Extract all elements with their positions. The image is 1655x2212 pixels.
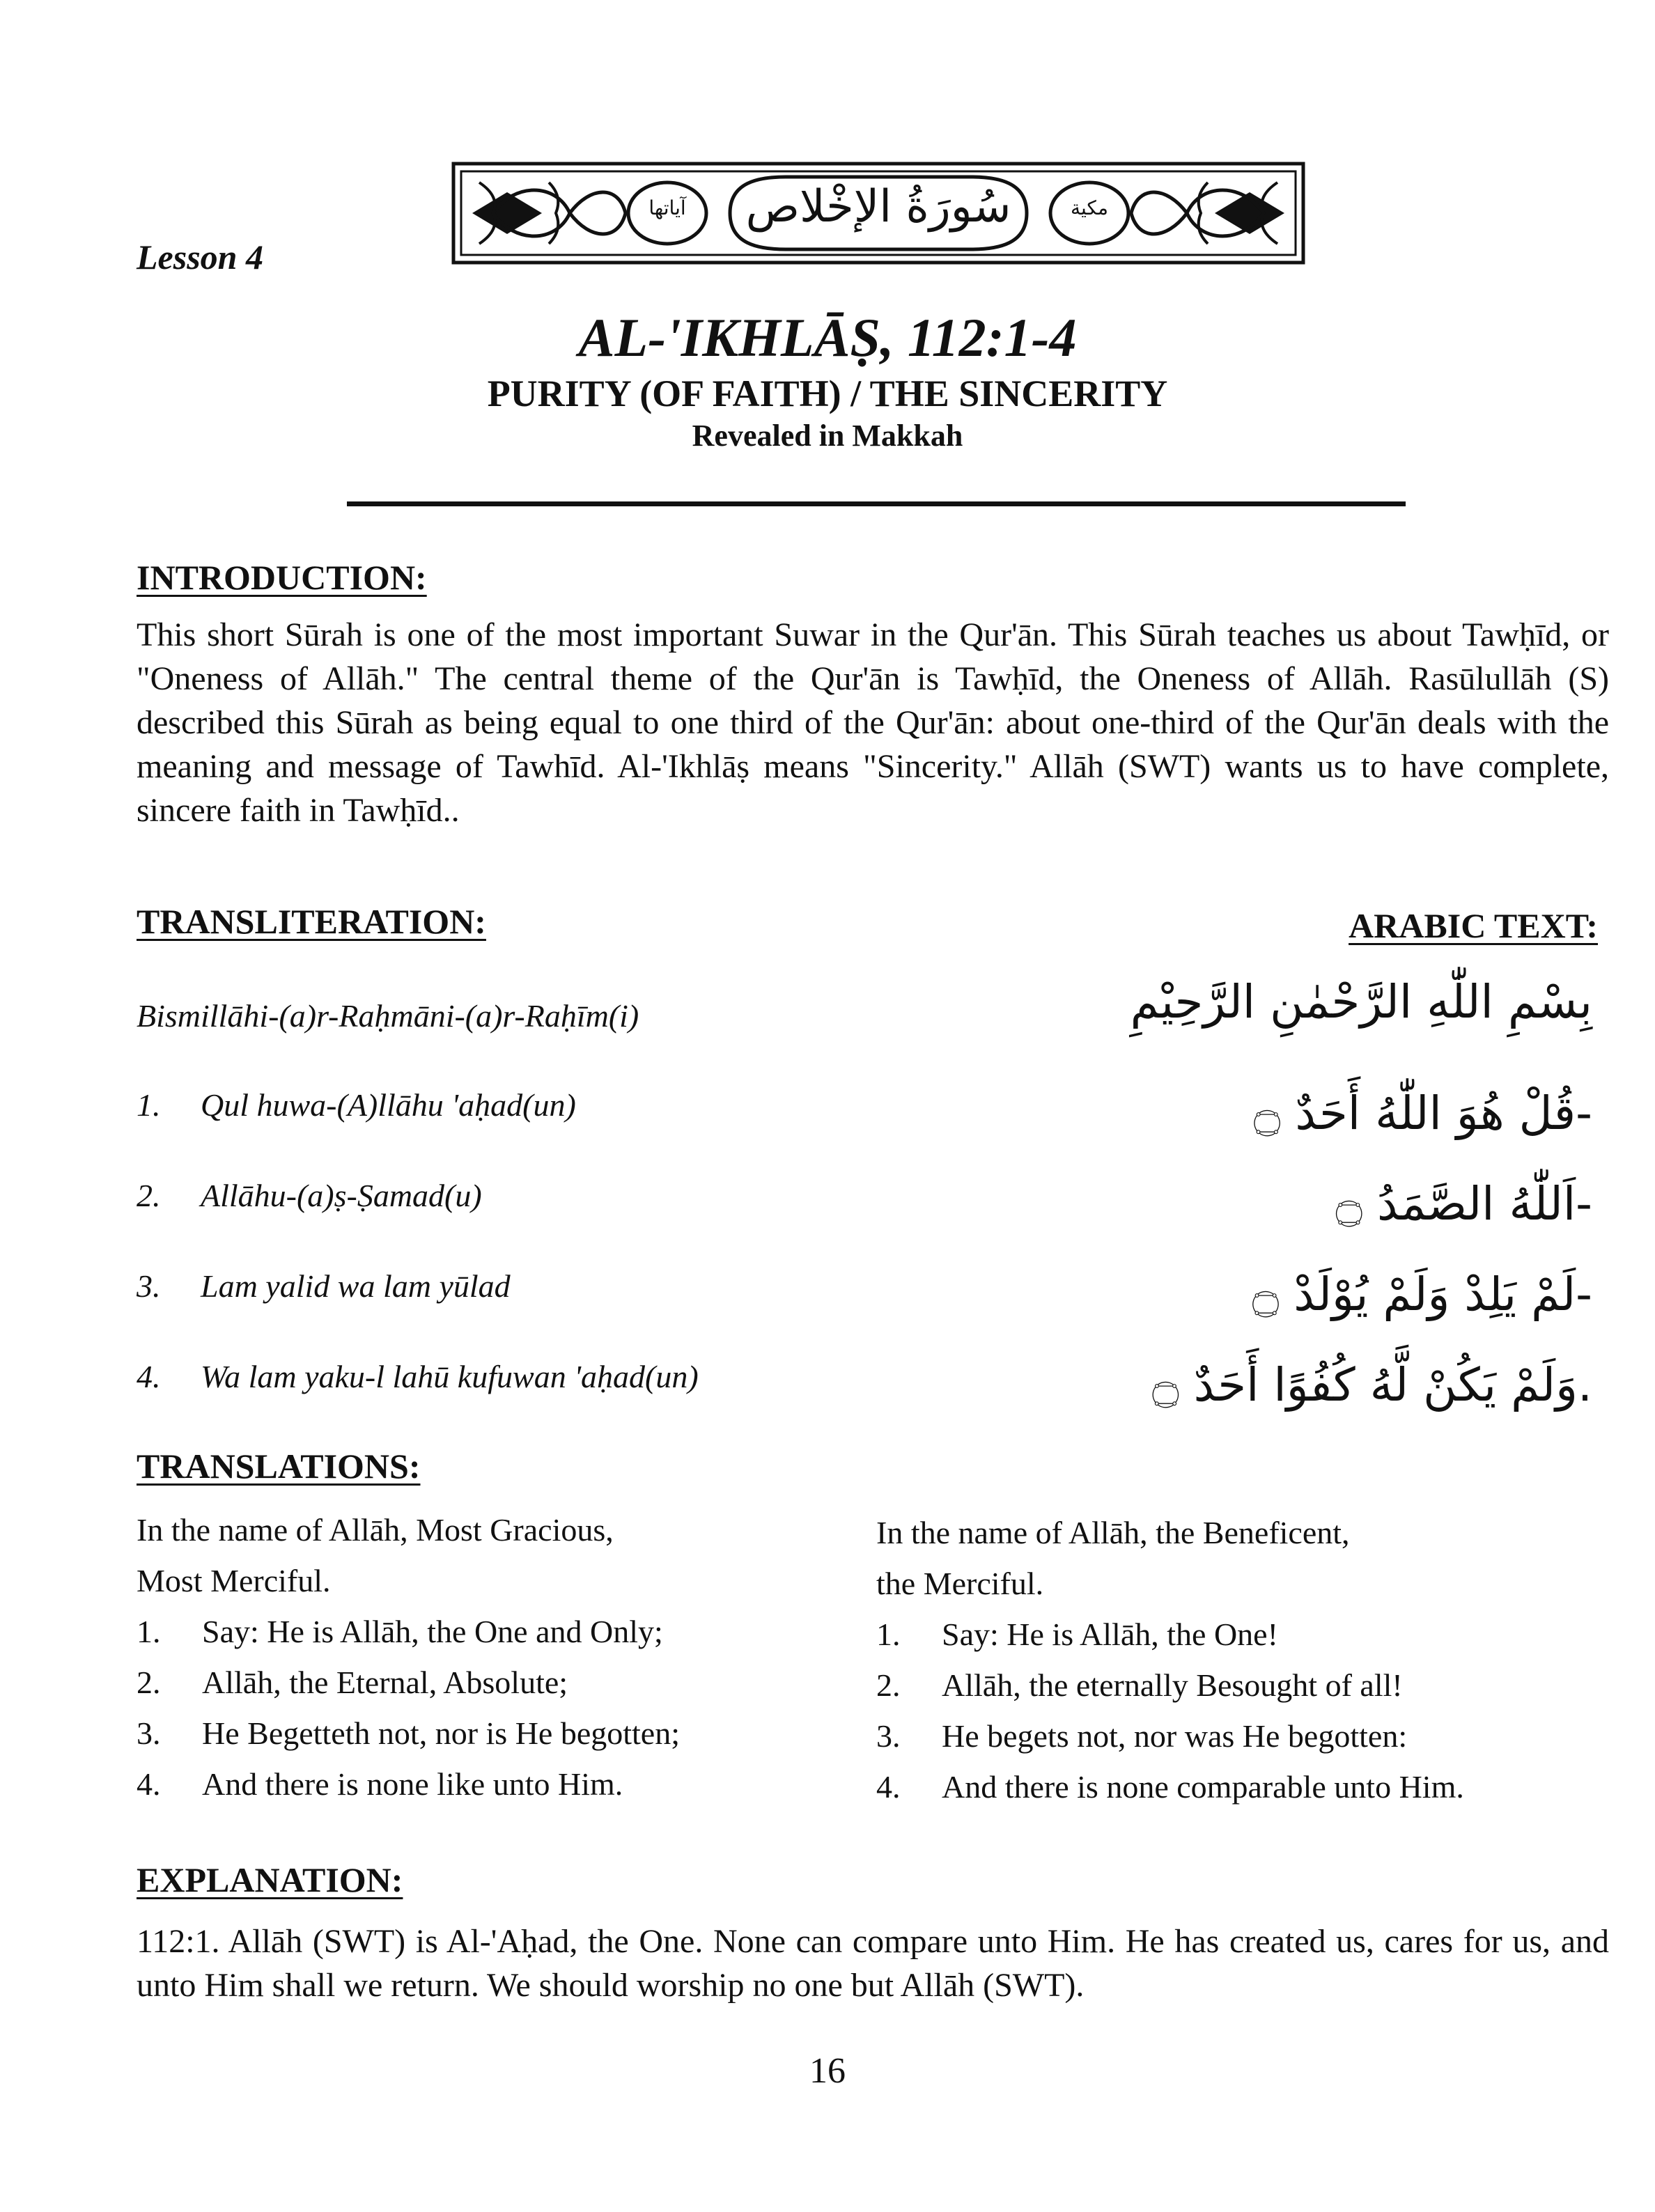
transliteration-verse-1: 1. Qul huwa-(A)llāhu 'aḥad(un) — [137, 1087, 576, 1123]
translations-heading: TRANSLATIONS: — [137, 1447, 421, 1486]
translation-right-intro-1: In the name of Allāh, the Beneficent, — [876, 1515, 1350, 1550]
translation-left-verse-4: 4. And there is none like unto Him. — [137, 1766, 623, 1802]
translation-right-intro-2: the Merciful. — [876, 1566, 1044, 1601]
translation-right-verse-3: 3. He begets not, nor was He begotten: — [876, 1718, 1408, 1754]
transliteration-verse-3: 3. Lam yalid wa lam yūlad — [137, 1268, 511, 1304]
translation-right-verse-2: 2. Allāh, the eternally Besought of all! — [876, 1667, 1403, 1703]
page-number: 16 — [809, 2051, 846, 2091]
transliteration-basmala: Bismillāhi-(a)r-Raḥmāni-(a)r-Raḥīm(i) — [137, 998, 639, 1034]
translation-left-intro-1: In the name of Allāh, Most Gracious, — [137, 1512, 614, 1548]
transliteration-verse-2: 2. Allāhu-(a)ṣ-Ṣamad(u) — [137, 1178, 482, 1213]
surah-title: AL-'IKHLĀṢ, 112:1-4 — [578, 307, 1077, 368]
arabic-text-heading: ARABIC TEXT: — [1349, 906, 1598, 945]
lesson-label: Lesson 4 — [137, 237, 263, 276]
translation-left-verse-1: 1. Say: He is Allāh, the One and Only; — [137, 1614, 663, 1649]
translation-right-verse-4: 4. And there is none comparable unto Him. — [876, 1769, 1464, 1805]
surah-subtitle: PURITY (OF FAITH) / THE SINCERITY — [487, 373, 1168, 414]
translation-left-verse-2: 2. Allāh, the Eternal, Absolute; — [137, 1665, 568, 1700]
translation-right-verse-1: 1. Say: He is Allāh, the One! — [876, 1617, 1278, 1652]
transliteration-heading: TRANSLITERATION: — [137, 902, 486, 941]
introduction-heading: INTRODUCTION: — [137, 558, 427, 597]
explanation-heading: EXPLANATION: — [137, 1860, 403, 1899]
transliteration-verse-4: 4. Wa lam yaku-l lahū kufuwan 'aḥad(un) — [137, 1359, 699, 1394]
explanation-text: 112:1. Allāh (SWT) is Al-'Aḥad, the One. None can compare unto Him. He has created us, cares for us, and unto Him shall we return. We should worship no one but Allāh (SWT). — [137, 1923, 1609, 2004]
arabic-basmala: بِسْمِ اللّٰهِ الرَّحْمٰنِ الرَّحِيْمِ — [1130, 975, 1592, 1029]
arabic-verse-3: -لَمْ يَلِدْ وَلَمْ يُوْلَدْ ۝ — [1252, 1268, 1592, 1321]
arabic-verse-4: .وَلَمْ يَكُنْ لَّهُ كُفُوًا أَحَدٌ ۝ — [1151, 1358, 1592, 1412]
translation-right — [876, 1507, 1608, 1812]
translation-left-intro-2: Most Merciful. — [137, 1563, 331, 1598]
surah-title-banner — [451, 162, 1305, 265]
surah-arabic-title: سُورَةُ الإخْلاص — [745, 181, 1011, 233]
introduction-paragraph: This short Sūrah is one of the most important Suwar in the Qur'ān. This Sūrah teaches us about Tawḥīd, or "Oneness of Allāh." The central theme of the Qur'ān is Tawḥīd, the Oneness of Allāh. Rasūlullāh (S) described this Sūrah as being equal to one third of the Qur'ān: about one-third of the Qur'ān deals with the meaning and message of Tawhīd. Al-'Ikhlāṣ means "Sincerity." Allāh (SWT) wants us to have complete, sincere faith in Tawḥīd.. — [137, 616, 1609, 829]
introduction-text — [137, 613, 1609, 832]
arabic-verse-1: -قُلْ هُوَ اللّٰهُ أَحَدٌ ۝ — [1253, 1086, 1592, 1140]
revelation-place: Revealed in Makkah — [692, 419, 963, 453]
medallion-left-text: آياتها — [648, 196, 686, 219]
arabic-verse-2: -اَللّٰهُ الصَّمَدُ ۝ — [1335, 1177, 1592, 1231]
translation-left-verse-3: 3. He Begetteth not, nor is He begotten; — [137, 1715, 681, 1751]
medallion-right-text: مكية — [1071, 196, 1108, 219]
divider — [347, 501, 1406, 506]
translation-left — [137, 1504, 833, 1809]
